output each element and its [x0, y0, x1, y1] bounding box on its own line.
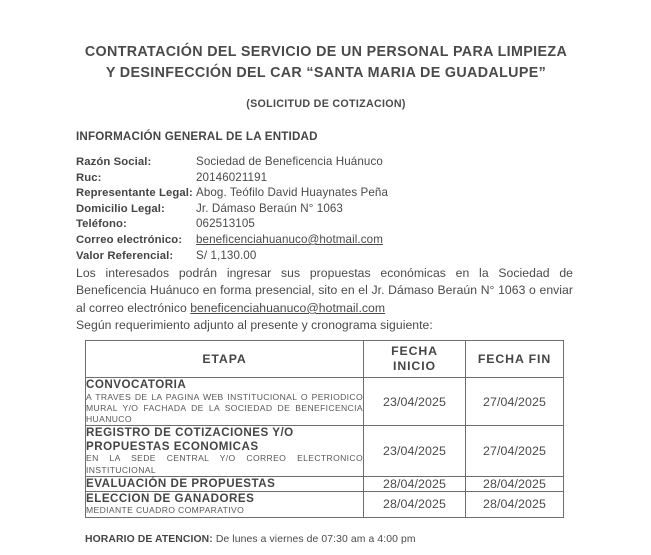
paragraph-text-part-2: Según requerimiento adjunto al presente y cronograma siguiente: — [76, 318, 433, 333]
table-cell-fecha-inicio: 23/04/2025 — [364, 426, 466, 477]
entity-info-label: Valor Referencial: — [76, 249, 174, 262]
entity-info-label: Correo electrónico: — [76, 233, 183, 246]
entity-info-row — [76, 170, 576, 186]
entity-info-value: Sociedad de Beneficencia Huánuco — [196, 155, 383, 168]
entity-info-label: Razón Social: — [76, 156, 152, 168]
etapa-title: REGISTRO DE COTIZACIONES Y/O PROPUESTAS ECONOMICAS — [86, 426, 294, 453]
entity-info-row — [76, 201, 576, 217]
attention-hours-label: HORARIO DE ATENCION: — [85, 534, 213, 545]
table-header-row — [86, 341, 564, 378]
table-cell-fecha-inicio: 23/04/2025 — [364, 378, 466, 426]
schedule-table — [85, 340, 564, 518]
table-header-etapa: ETAPA — [86, 341, 364, 378]
entity-info-label: Domicilio Legal: — [76, 202, 165, 215]
etapa-title: CONVOCATORIA — [86, 378, 187, 391]
table-row — [86, 426, 564, 477]
table-header-fecha-fin: FECHA FIN — [466, 341, 564, 378]
etapa-description: MEDIANTE CUADRO COMPARATIVO — [86, 505, 245, 516]
table-cell-fecha-inicio: 28/04/2025 — [364, 476, 466, 491]
entity-info-label: Representante Legal: — [76, 187, 193, 200]
entity-info-row — [76, 154, 576, 170]
etapa-title: ELECCION DE GANADORES — [86, 491, 255, 505]
table-cell-etapa — [86, 476, 364, 491]
etapa-description: EN LA SEDE CENTRAL Y/O CORREO ELECTRONICO INSTITUCIONAL — [86, 453, 363, 475]
entity-info-value: 20146021191 — [196, 170, 268, 184]
title-line-1: CONTRATACIÓN DEL SERVICIO DE UN PERSONAL PARA LIMPIEZA — [84, 44, 568, 60]
entity-info-label: Teléfono: — [76, 218, 127, 231]
entity-email-link[interactable]: beneficenciahuanuco@hotmail.com — [196, 232, 383, 246]
table-cell-etapa — [86, 426, 364, 477]
table-cell-fecha-fin: 27/04/2025 — [466, 378, 564, 426]
entity-info-label: Ruc: — [76, 171, 102, 184]
section-heading-entity-info: INFORMACIÓN GENERAL DE LA ENTIDAD — [76, 130, 318, 143]
table-cell-etapa — [86, 491, 364, 517]
entity-info-value: 062513105 — [196, 217, 255, 231]
instructions-paragraph — [76, 265, 573, 335]
document-subtitle: (SOLICITUD DE COTIZACION) — [246, 98, 406, 110]
etapa-description: A TRAVES DE LA PAGINA WEB INSTITUCIONAL O PERIODICO MURAL Y/O FACHADA DE LA SOCIEDAD DE BENEFICENCIA HUANUCO — [86, 391, 363, 424]
entity-info-list — [76, 154, 576, 263]
table-cell-fecha-fin: 27/04/2025 — [466, 426, 564, 477]
attention-hours-value: De lunes a viernes de 07:30 am a 4:00 pm — [212, 534, 416, 545]
table-row — [86, 378, 564, 426]
document-title — [70, 42, 582, 84]
table-header-fecha-inicio — [364, 341, 466, 378]
entity-info-value: Jr. Dámaso Beraún N° 1063 — [196, 201, 343, 215]
entity-info-row — [76, 248, 576, 264]
entity-info-value: Abog. Teófilo David Huaynates Peña — [196, 186, 389, 200]
header-fecha-inicio-line-1: FECHA — [391, 344, 438, 358]
etapa-title: EVALUACIÓN DE PROPUESTAS — [86, 477, 276, 490]
entity-info-row — [76, 232, 576, 248]
table-cell-fecha-inicio: 28/04/2025 — [364, 491, 466, 517]
attention-hours-note — [85, 534, 416, 545]
paragraph-text-part-1: Los interesados podrán ingresar sus propuestas económicas en la Sociedad de Beneficencia Huánuco en forma presencial, sito en el Jr. Dámaso Beraún N° 1063 o enviar al correo electrónico — [76, 266, 573, 315]
table-cell-fecha-fin: 28/04/2025 — [466, 476, 564, 491]
entity-info-row — [76, 216, 576, 232]
table-cell-etapa — [86, 378, 364, 426]
title-line-2: Y DESINFECCIÓN DEL CAR “SANTA MARIA DE GUADALUPE” — [105, 65, 547, 82]
table-row — [86, 476, 564, 491]
entity-info-value: S/ 1,130.00 — [196, 248, 257, 262]
header-fecha-inicio-line-2: INICIO — [393, 359, 436, 373]
paragraph-email-link[interactable]: beneficenciahuanuco@hotmail.com — [190, 300, 386, 315]
table-row — [86, 491, 564, 517]
table-cell-fecha-fin: 28/04/2025 — [466, 491, 564, 517]
entity-info-row — [76, 185, 576, 201]
